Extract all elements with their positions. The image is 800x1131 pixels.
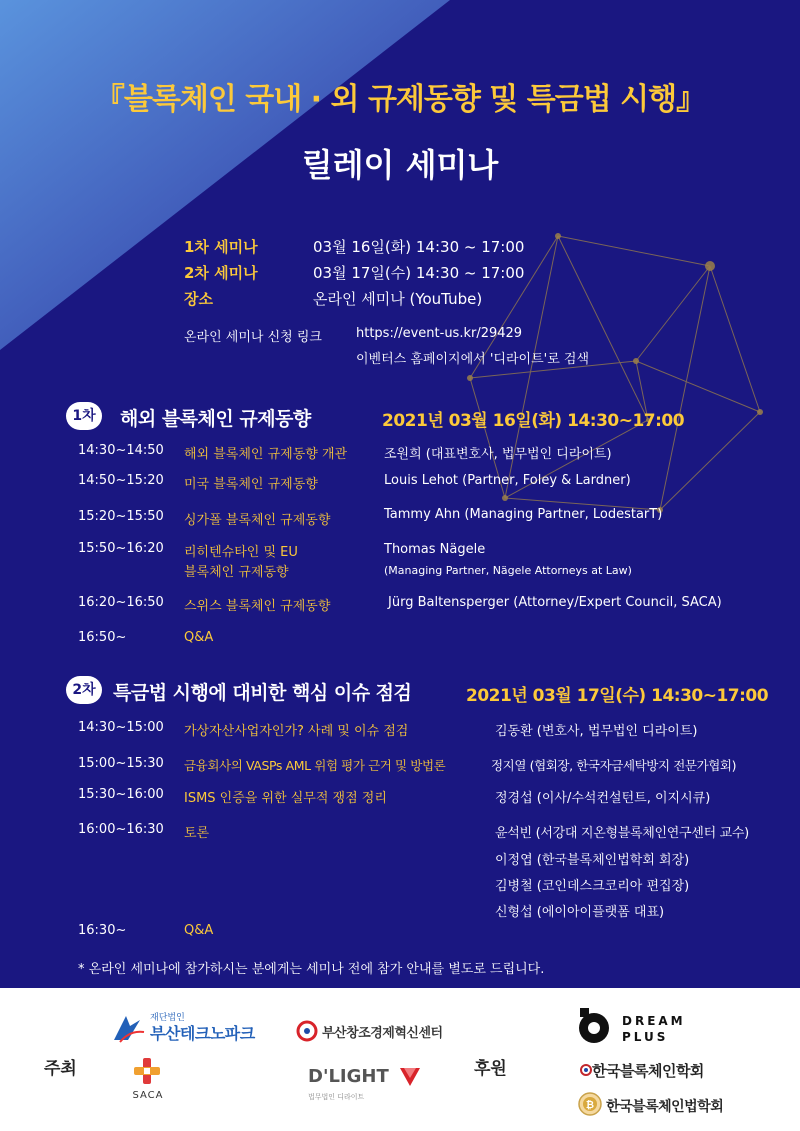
sponsor-label: 후원: [474, 1059, 507, 1079]
schedule-topic: 토론: [184, 826, 210, 841]
schedule-time: 15:00~15:30: [78, 756, 164, 771]
session2-title: 특금법 시행에 대비한 핵심 이슈 점검: [113, 682, 412, 704]
participation-note: * 온라인 세미나에 참가하시는 분에게는 세미나 전에 참가 안내를 별도로 드립니다.: [78, 962, 545, 977]
schedule-topic: 미국 블록체인 규제동향: [184, 477, 318, 492]
schedule-speaker: Thomas Nägele: [384, 542, 486, 557]
kbs-emblem-icon: [580, 1063, 592, 1077]
korea-blockchain-law-society-logo: [578, 1092, 748, 1120]
schedule-speaker: 조원희 (대표변호사, 법무법인 디라이트): [384, 447, 612, 462]
busan-cce-logo: [296, 1018, 466, 1046]
kbl-name: 한국블록체인법학회: [606, 1099, 724, 1115]
session2-date: 2021년 03월 17일(수) 14:30~17:00: [466, 686, 769, 706]
title-line-1: 『블록체인 국내 · 외 규제동향 및 특금법 시행』: [94, 82, 706, 117]
schedule-time: 16:00~16:30: [78, 822, 164, 837]
svg-text:₿: ₿: [585, 1100, 595, 1111]
session1-badge: 1차: [66, 402, 102, 430]
kbs-name: 한국블록체인학회: [592, 1062, 704, 1080]
host-label: 주최: [44, 1059, 77, 1079]
schedule-time: 15:30~16:00: [78, 787, 164, 802]
schedule-topic: Q&A: [184, 923, 214, 938]
cce-name: 부산창조경제혁신센터: [322, 1026, 443, 1041]
schedule-topic: Q&A: [184, 630, 214, 645]
footer-logos: [0, 988, 800, 1131]
schedule-speaker: Jürg Baltensperger (Attorney/Expert Council, SACA): [388, 595, 722, 610]
session2-badge: 2차: [66, 676, 102, 704]
session1-date: 2021년 03월 16일(화) 14:30~17:00: [382, 411, 685, 431]
btp-emblem-icon: [110, 1010, 146, 1046]
schedule-topic: 싱가폴 블록체인 규제동향: [184, 513, 331, 528]
schedule-speaker: Louis Lehot (Partner, Foley & Lardner): [384, 473, 631, 488]
title-line-2: 릴레이 세미나: [301, 146, 499, 184]
venue-label: 장소: [184, 290, 213, 308]
session2-label: 2차 세미나: [184, 264, 258, 282]
btp-small-text: 재단법인: [150, 1013, 185, 1023]
kbl-bitcoin-icon: [578, 1092, 602, 1116]
schedule-speaker: 정지열 (협회장, 한국자금세탁방지 전문가협회): [491, 758, 737, 773]
schedule-speaker: Tammy Ahn (Managing Partner, LodestarT): [384, 507, 663, 522]
schedule-time: 14:30~14:50: [78, 443, 164, 458]
cce-emblem-icon: [296, 1020, 318, 1042]
session2-value: 03월 17일(수) 14:30 ~ 17:00: [313, 264, 525, 282]
schedule-topic: 금융회사의 VASPs AML 위험 평가 근거 및 방법론: [184, 758, 446, 773]
schedule-topic: 해외 블록체인 규제동향 개관: [184, 447, 348, 462]
dream-line2: PLUS: [622, 1030, 669, 1044]
schedule-topic: 리히텐슈타인 및 EU: [184, 545, 298, 560]
signup-note: 이벤터스 홈페이지에서 '디라이트'로 검색: [356, 352, 590, 367]
venue-value: 온라인 세미나 (YouTube): [313, 290, 483, 308]
schedule-time: 16:50~: [78, 630, 127, 645]
saca-name: SACA: [132, 1090, 164, 1101]
panel-speaker: 김병철 (코인데스크코리아 편집장): [495, 879, 690, 894]
session1-title: 해외 블록체인 규제동향: [120, 408, 311, 430]
schedule-time: 15:20~15:50: [78, 509, 164, 524]
panel-speaker: 윤석빈 (서강대 지온형블록체인연구센터 교수): [495, 826, 749, 841]
schedule-topic: ISMS 인증을 위한 실무적 쟁점 정리: [184, 791, 387, 806]
panel-speaker: 신형섭 (에이아이플랫폼 대표): [495, 905, 665, 920]
dream-plus-logo: [576, 1004, 706, 1048]
schedule-time: 14:30~15:00: [78, 720, 164, 735]
schedule-topic: 가상자산사업자인가? 사례 및 이슈 점검: [184, 724, 409, 739]
dream-plus-emblem-icon: [576, 1008, 612, 1044]
schedule-topic: 스위스 블록체인 규제동향: [184, 599, 331, 614]
dlight-sub: 법무법인 디라이트: [308, 1093, 365, 1101]
saca-logo: [126, 1058, 170, 1108]
btp-name: 부산테크노파크: [150, 1024, 255, 1043]
dlight-diamond-icon: [400, 1068, 420, 1086]
dlight-name: D'LIGHT: [308, 1066, 389, 1087]
schedule-time: 15:50~16:20: [78, 541, 164, 556]
session1-label: 1차 세미나: [184, 238, 258, 256]
signup-link[interactable]: https://event-us.kr/29429: [356, 326, 523, 341]
session1-value: 03월 16일(화) 14:30 ~ 17:00: [313, 238, 525, 256]
saca-cross-icon: [134, 1058, 160, 1084]
schedule-time: 16:20~16:50: [78, 595, 164, 610]
schedule-speaker: 김동환 (변호사, 법무법인 디라이트): [495, 724, 698, 739]
korea-blockchain-society-logo: [580, 1060, 740, 1084]
dlight-logo: [308, 1066, 428, 1106]
schedule-speaker: 정경섭 (이사/수석컨설턴트, 이지시큐): [495, 791, 711, 806]
dream-line1: DREAM: [622, 1014, 686, 1028]
schedule-speaker-affiliation: (Managing Partner, Nägele Attorneys at Law): [384, 564, 632, 577]
schedule-time: 14:50~15:20: [78, 473, 164, 488]
schedule-topic-line2: 블록체인 규제동향: [184, 565, 289, 580]
busan-technopark-logo: [110, 1010, 280, 1046]
signup-label: 온라인 세미나 신청 링크: [184, 330, 322, 345]
schedule-time: 16:30~: [78, 923, 127, 938]
panel-speaker: 이정엽 (한국블록체인법학회 회장): [495, 853, 690, 868]
